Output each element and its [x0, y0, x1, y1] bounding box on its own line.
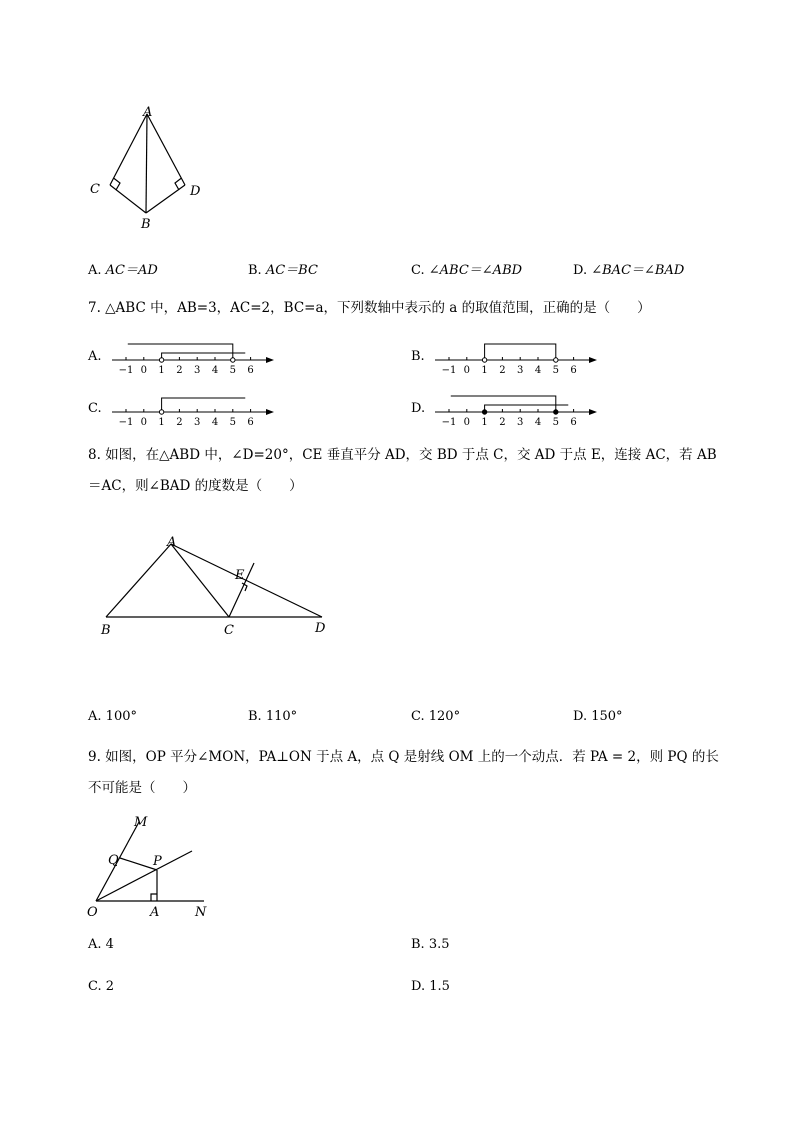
q7-option-d-key[interactable]: D.	[411, 401, 426, 416]
q7-stem: 7. △ABC 中，AB=3，AC=2，BC=a，下列数轴中表示的 a 的取值范围，正确的是（ ）	[88, 300, 651, 316]
open-point-1	[159, 358, 163, 362]
label-a: A	[150, 905, 160, 920]
segment-cb	[110, 185, 146, 213]
q6-option-c[interactable]: C. ∠ABC＝∠ABD	[411, 263, 523, 278]
tick-label: 3	[194, 417, 201, 428]
q7-number-line-d	[431, 388, 606, 428]
q9-option-c[interactable]: C. 2	[88, 979, 115, 994]
q8-option-d[interactable]: D. 150°	[573, 709, 623, 724]
tick-label: 2	[499, 365, 506, 376]
tick-label: 0	[140, 365, 147, 376]
figure-q8	[95, 530, 335, 640]
axis-arrow	[266, 357, 274, 363]
tick-label: 5	[552, 365, 559, 376]
label-b: B	[141, 217, 151, 232]
q9-option-a[interactable]: A. 4	[88, 937, 114, 952]
tick-label: 1	[481, 365, 488, 376]
q9-option-d[interactable]: D. 1.5	[411, 979, 450, 994]
open-point-1	[482, 358, 486, 362]
q8-option-c[interactable]: C. 120°	[411, 709, 461, 724]
label-q: Q	[108, 853, 119, 868]
tick-label: 0	[140, 417, 147, 428]
tick-label: 6	[570, 417, 577, 428]
label-n: N	[195, 905, 207, 920]
tick-label: −1	[118, 365, 134, 376]
tick-label: 2	[499, 417, 506, 428]
tick-label: 1	[158, 417, 165, 428]
segment-ad	[147, 114, 185, 185]
q7-option-a-key[interactable]: A.	[88, 349, 102, 364]
tick-label: 4	[534, 365, 542, 376]
tick-label: 5	[229, 365, 236, 376]
label-o: O	[87, 905, 98, 920]
q9-option-b[interactable]: B. 3.5	[411, 937, 450, 952]
tick-label: 6	[570, 365, 577, 376]
q6-option-d[interactable]: D. ∠BAC＝∠BAD	[573, 263, 685, 278]
tick-label: 2	[176, 365, 183, 376]
tick-label: 5	[229, 417, 236, 428]
figure-q9	[80, 810, 220, 922]
label-a: A	[167, 535, 177, 550]
label-a: A	[143, 105, 153, 120]
tick-label: 2	[176, 417, 183, 428]
q7-number-line-c	[108, 388, 283, 428]
tick-label: 3	[517, 417, 524, 428]
label-p: P	[153, 854, 162, 869]
label-d: D	[315, 621, 326, 636]
tick-label: 1	[481, 417, 488, 428]
segment-pq	[120, 858, 157, 870]
tick-label: 4	[534, 417, 542, 428]
segment-ac	[171, 544, 229, 617]
tick-label: −1	[118, 417, 134, 428]
tick-label: 3	[517, 365, 524, 376]
q7-number-line-b	[431, 336, 606, 376]
axis-arrow	[589, 409, 597, 415]
q8-stem-line2: ＝AC，则∠BAD 的度数是（ ）	[88, 478, 303, 494]
closed-point-1	[482, 410, 486, 414]
tick-label: 3	[194, 365, 201, 376]
open-point-1	[159, 410, 163, 414]
label-e: E	[235, 568, 245, 583]
tick-label: 0	[463, 365, 470, 376]
tick-label: 4	[211, 417, 219, 428]
q8-stem-line1: 8. 如图，在△ABD 中，∠D=20°，CE 垂直平分 AD，交 BD 于点 C，交 AD 于点 E，连接 AC，若 AB	[88, 447, 717, 463]
label-c: C	[224, 623, 234, 638]
segment-ab	[146, 114, 147, 213]
q7-option-c-key[interactable]: C.	[88, 401, 102, 416]
tick-label: 6	[247, 417, 254, 428]
tick-label: 4	[211, 365, 219, 376]
right-angle-mark-a	[151, 894, 157, 901]
q8-option-b[interactable]: B. 110°	[248, 709, 298, 724]
tick-label: −1	[441, 365, 457, 376]
tick-label: 1	[158, 365, 165, 376]
label-m: M	[134, 815, 148, 830]
axis-arrow	[266, 409, 274, 415]
label-d: D	[190, 184, 201, 199]
q9-stem-line2: 不可能是（ ）	[88, 780, 196, 796]
segment-ab	[106, 544, 171, 617]
figure-q6	[80, 100, 220, 240]
label-c: C	[90, 182, 100, 197]
segment-ac	[110, 114, 147, 185]
q7-number-line-a	[108, 336, 283, 376]
q8-option-a[interactable]: A. 100°	[88, 709, 137, 724]
tick-label: 5	[552, 417, 559, 428]
open-point-5	[554, 358, 558, 362]
label-b: B	[101, 623, 111, 638]
q9-stem-line1: 9. 如图，OP 平分∠MON，PA⊥ON 于点 A，点 Q 是射线 OM 上的一个动点．若 PA = 2，则 PQ 的长	[88, 749, 719, 765]
tick-label: 0	[463, 417, 470, 428]
tick-label: −1	[441, 417, 457, 428]
open-point-5	[231, 358, 235, 362]
closed-point-5	[554, 410, 558, 414]
q6-option-b[interactable]: B. AC＝BC	[248, 263, 318, 278]
q7-option-b-key[interactable]: B.	[411, 349, 425, 364]
tick-label: 6	[247, 365, 254, 376]
q6-option-a[interactable]: A. AC＝AD	[88, 263, 158, 278]
axis-arrow	[589, 357, 597, 363]
